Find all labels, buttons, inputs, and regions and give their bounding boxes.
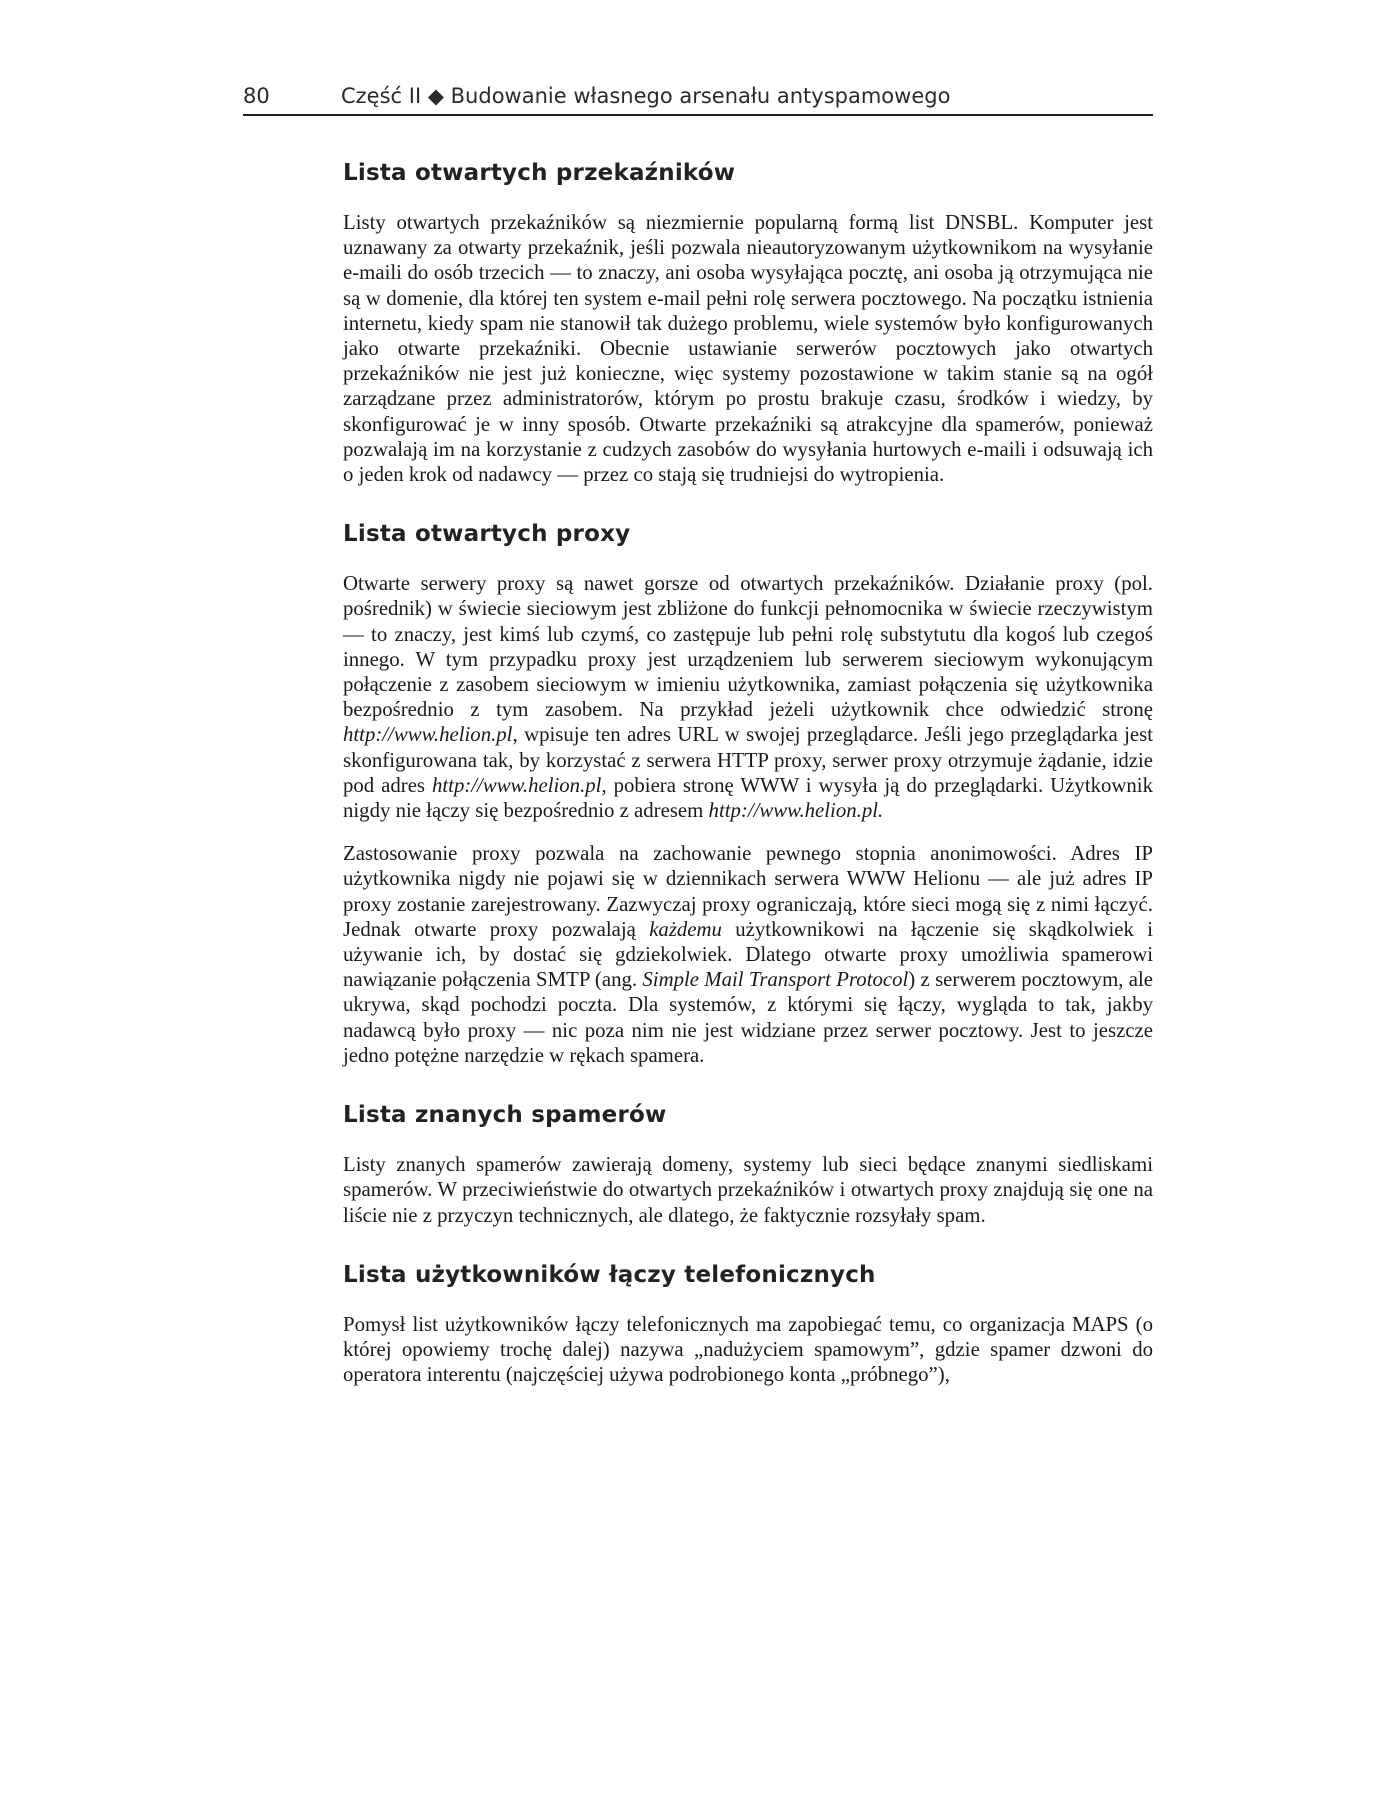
section-heading: Lista otwartych przekaźników (343, 160, 736, 186)
text-run: Zastosowanie proxy pozwala na zachowanie pewnego stopnia anonimowości. Adres IP użytkownika nigdy nie pojawi się w dziennikach serwera WWW Helionu — ale już adres IP proxy zostanie zarejestrowany. Zazwyczaj proxy ograniczają, które sieci mogą się z nimi łączyć. Jednak otwarte proxy pozwalają (343, 842, 1153, 941)
section-open-relays (343, 160, 1153, 487)
emphasis-text: każdemu (649, 917, 722, 941)
section-heading: Lista otwartych proxy (343, 521, 631, 548)
paragraph (343, 571, 1153, 823)
text-run: , pobiera stronę WWW i wysyła ją do przeglądarki. Użytkownik nigdy nie łączy się bezpośrednio z adresem (343, 773, 1153, 823)
text-run: ) z serwerem pocztowym, ale ukrywa, skąd pochodzi poczta. Dla systemów, z którymi się łączy, wygląda to tak, jakby nadawcą było proxy — nic poza nim nie jest widziane przez serwer pocztowy. Jest to jeszcze jedno potężne narzędzie w rękach spamera. (343, 968, 1153, 1067)
emphasis-text: Simple Mail Transport Protocol (642, 968, 909, 992)
paragraph: Listy otwartych przekaźników są niezmiernie popularną formą list DNSBL. Komputer jest uznawany za otwarty przekaźnik, jeśli pozwala nieautoryzowanym użytkownikom na wysyłanie e-maili do osób trzecich — to znaczy, ani osoba wysyłająca pocztę, ani osoba ją otrzymująca nie są w domenie, dla której ten system e-mail pełni rolę serwera pocztowego. Na początku istnienia internetu, kiedy spam nie stanowił tak dużego problemu, wiele systemów było konfigurowanych jako otwarte przekaźniki. Obecnie ustawianie serwerów pocztowych jako otwartych przekaźników nie jest już konieczne, więc systemy pozostawione w takim stanie są na ogół zarządzane przez administratorów, którym po prostu brakuje czasu, środków i wiedzy, by skonfigurować je w inny sposób. Otwarte przekaźniki są atrakcyjne dla spamerów, ponieważ pozwalają im na korzystanie z cudzych zasobów do wysyłania hurtowych e-maili i odsuwają ich o jeden krok od nadawcy — przez co stają się trudniejsi do wytropienia. (343, 211, 1153, 487)
section-heading: Lista użytkowników łączy telefonicznych (343, 1261, 876, 1288)
running-header-title: Część II ◆ Budowanie własnego arsenału antyspamowego (341, 84, 951, 108)
section-known-spammers (343, 1102, 1153, 1228)
text-run: Otwarte serwery proxy są nawet gorsze od otwartych przekaźników. Działanie proxy (pol. pośrednik) w świecie sieciowym jest zbliżone do funkcji pełnomocnika w świecie rzeczywistym — to znaczy, jest kimś lub czymś, co zastępuje lub pełni rolę substytutu dla kogoś lub czegoś innego. W tym przypadku proxy jest urządzeniem lub serwerem sieciowym wykonującym połączenie z zasobem sieciowym w imieniu użytkownika, zamiast połączenia się użytkownika bezpośrednio z tym zasobem. Na przykład jeżeli użytkownik chce odwiedzić stronę (343, 572, 1153, 722)
page-number: 80 (243, 84, 270, 108)
section-heading: Lista znanych spamerów (343, 1102, 667, 1129)
section-dialup-users (343, 1262, 1153, 1388)
paragraph (343, 841, 1153, 1068)
url-text: http://www.helion.pl. (708, 799, 884, 823)
page-content (343, 160, 1153, 1421)
paragraph: Listy znanych spamerów zawierają domeny, systemy lub sieci będące znanymi siedliskami spamerów. W przeciwieństwie do otwartych przekaźników i otwartych proxy znajdują się one na liście nie z przyczyn technicznych, ale dlatego, że faktycznie rozsyłały spam. (343, 1153, 1153, 1227)
running-header (243, 84, 1153, 116)
text-run: użytkownikowi na łączenie się skądkolwiek i używanie ich, by dostać się gdziekolwiek. Dlatego otwarte proxy umożliwia spamerowi nawiązanie połączenia SMTP (ang. (343, 917, 1153, 992)
url-text: http://www.helion.pl (431, 773, 602, 797)
section-open-proxies (343, 521, 1153, 1068)
text-run: , wpisuje ten adres URL w swojej przeglądarce. Jeśli jego przeglądarka jest skonfigurowana tak, by korzystać z serwera HTTP proxy, serwer proxy otrzymuje żądanie, idzie pod adres (343, 723, 1153, 797)
paragraph: Pomysł list użytkowników łączy telefonicznych ma zapobiegać temu, co organizacja MAPS (o której opowiemy trochę dalej) nazywa „nadużyciem spamowym”, gdzie spamer dzwoni do operatora interentu (najczęściej używa podrobionego konta „próbnego”), (343, 1312, 1153, 1387)
url-text: http://www.helion.pl (343, 723, 513, 747)
